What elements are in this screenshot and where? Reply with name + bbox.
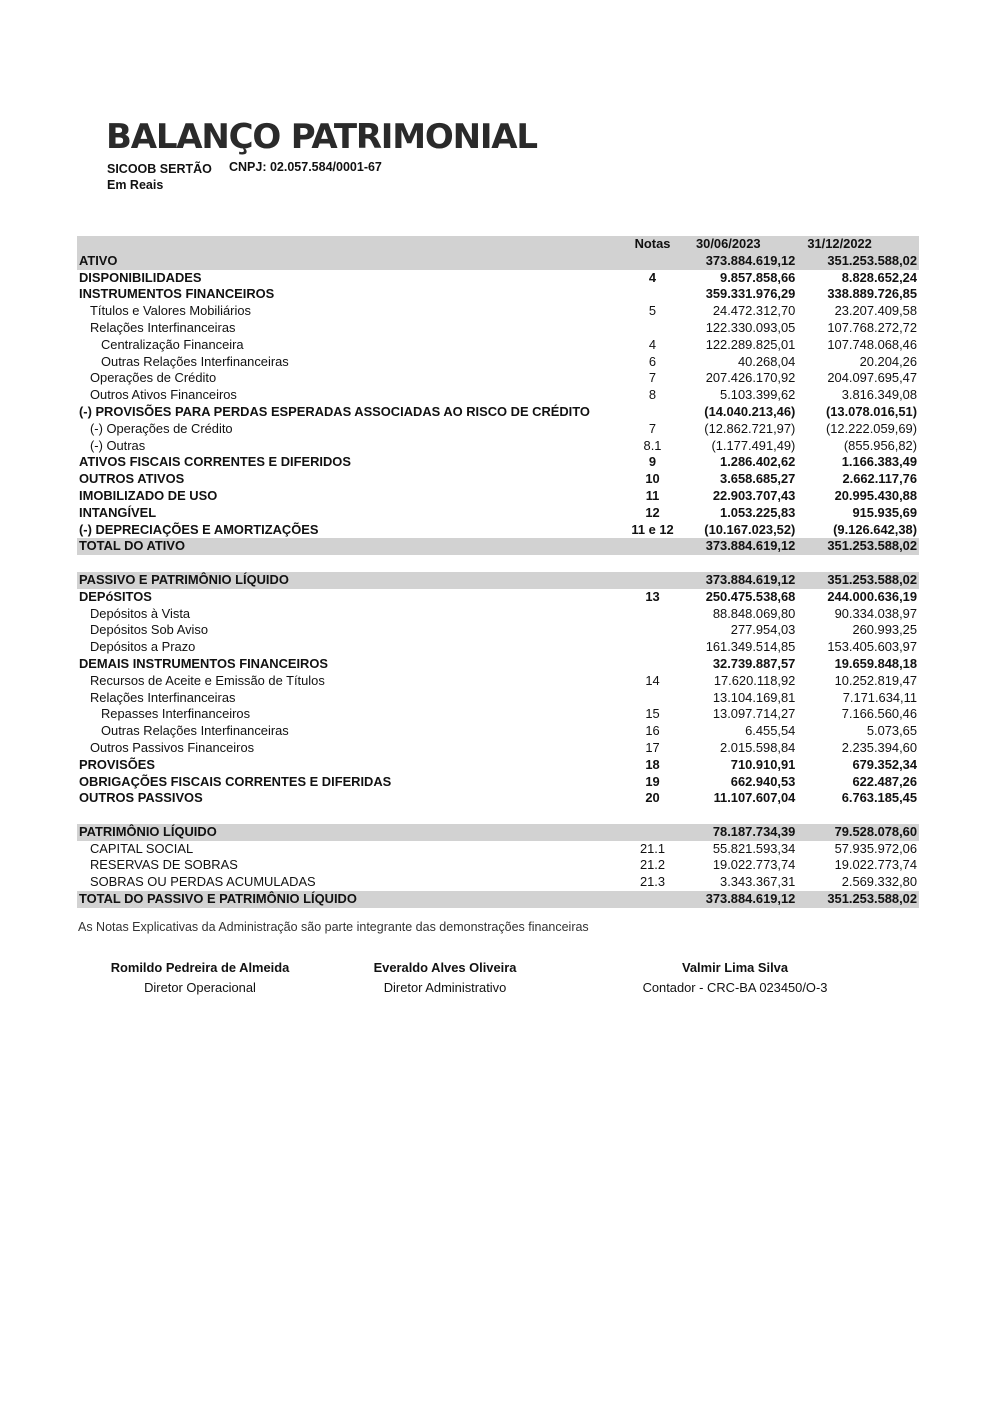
row-label: (-) Operações de Crédito (90, 420, 233, 436)
table-row (77, 656, 919, 673)
row-value-period-2: (12.222.059,69) (825, 420, 917, 436)
row-label: DEPóSITOS (79, 588, 152, 604)
table-row (77, 673, 919, 690)
row-label: RESERVAS DE SOBRAS (90, 857, 238, 873)
row-value-period-1: 5.103.399,62 (720, 387, 796, 403)
row-nota: 21.2 (639, 857, 666, 873)
row-value-period-1: 40.268,04 (737, 353, 796, 369)
table-row (77, 790, 919, 807)
row-value-period-2: 90.334.038,97 (834, 605, 917, 621)
row-nota: 15 (645, 706, 660, 722)
row-label: Relações Interfinanceiras (90, 689, 236, 705)
signer-name: Valmir Lima Silva (681, 960, 789, 975)
row-value-period-1: (1.177.491,49) (711, 437, 796, 453)
row-value-period-1: 17.620.118,92 (713, 672, 796, 688)
row-nota: 20 (645, 790, 660, 806)
row-label: ATIVOS FISCAIS CORRENTES E DIFERIDOS (79, 454, 351, 470)
row-label: Recursos de Aceite e Emissão de Títulos (90, 672, 325, 688)
row-label: SOBRAS OU PERDAS ACUMULADAS (90, 874, 316, 890)
row-value-period-2: 23.207.409,58 (834, 303, 917, 319)
row-label: OUTROS ATIVOS (79, 471, 185, 487)
row-label: Relações Interfinanceiras (90, 319, 236, 335)
row-label: Outras Relações Interfinanceiras (101, 723, 289, 739)
row-value-period-2: 10.252.819,47 (834, 672, 917, 688)
table-row (77, 253, 919, 270)
table-row (77, 488, 919, 505)
row-nota: 5 (648, 303, 657, 319)
row-nota (615, 656, 690, 673)
row-value-period-2: 351.253.588,02 (797, 253, 919, 270)
page-title: BALANÇO PATRIMONIAL (106, 117, 537, 157)
row-value-period-2: 204.097.695,47 (827, 370, 917, 386)
table-row (77, 874, 919, 891)
row-nota: 10 (645, 471, 660, 487)
row-label: TOTAL DO ATIVO (77, 538, 615, 555)
row-value-period-1: 3.343.367,31 (720, 874, 796, 890)
header-period-1: 30/06/2023 (690, 236, 797, 253)
row-value-period-1: 373.884.619,12 (690, 891, 797, 908)
table-row (77, 824, 919, 841)
footnote-text: As Notas Explicativas da Administração são parte integrante das demonstrações financeiras (78, 920, 589, 934)
table-row (77, 421, 919, 438)
table-row (77, 354, 919, 371)
row-value-period-2: 351.253.588,02 (797, 891, 919, 908)
row-value-period-1: 161.349.514,85 (705, 639, 796, 655)
row-value-period-1: 373.884.619,12 (690, 538, 797, 555)
row-nota: 21.1 (639, 840, 666, 856)
row-nota: 17 (645, 739, 660, 755)
table-row (77, 471, 919, 488)
row-value-period-2: 2.662.117,76 (842, 471, 917, 487)
table-row (77, 320, 919, 337)
table-row (77, 589, 919, 606)
table-row (77, 454, 919, 471)
row-value-period-1: 19.022.773,74 (712, 857, 796, 873)
row-value-period-1: 122.289.825,01 (705, 336, 796, 352)
row-value-period-1: 78.187.734,39 (690, 824, 797, 841)
table-row (77, 891, 919, 908)
row-nota (615, 824, 690, 841)
table-row (77, 370, 919, 387)
row-value-period-2: 679.352,34 (852, 756, 917, 772)
signer-role: Contador - CRC-BA 023450/O-3 (642, 980, 828, 995)
row-nota: 8 (648, 387, 657, 403)
row-value-period-2: 338.889.726,85 (827, 286, 917, 302)
table-row (77, 522, 919, 539)
row-value-period-2: 20.995.430,88 (834, 487, 917, 503)
row-value-period-2: 6.763.185,45 (841, 790, 917, 806)
row-value-period-2: 19.022.773,74 (834, 857, 917, 873)
row-value-period-1: 250.475.538,68 (705, 588, 796, 604)
row-nota (615, 639, 690, 656)
header-notas: Notas (615, 236, 690, 253)
row-value-period-1: 373.884.619,12 (690, 253, 797, 270)
table-row (77, 505, 919, 522)
row-label: (-) Outras (90, 437, 146, 453)
row-label: INSTRUMENTOS FINANCEIROS (79, 286, 275, 302)
row-label: Outros Ativos Financeiros (90, 387, 237, 403)
row-nota (615, 572, 690, 589)
row-value-period-2: 2.569.332,80 (841, 874, 917, 890)
row-label: Outros Passivos Financeiros (90, 739, 255, 755)
row-nota (615, 286, 690, 303)
row-nota: 12 (645, 504, 660, 520)
row-label: Outras Relações Interfinanceiras (101, 353, 289, 369)
row-value-period-2: (855.956,82) (843, 437, 917, 453)
row-label: OUTROS PASSIVOS (79, 790, 203, 806)
row-value-period-2: 153.405.603,97 (827, 639, 917, 655)
row-value-period-2: 7.166.560,46 (841, 706, 917, 722)
row-nota (615, 891, 690, 908)
row-label: PATRIMÔNIO LÍQUIDO (77, 824, 615, 841)
row-nota (615, 404, 690, 421)
row-nota: 7 (648, 420, 657, 436)
row-nota: 4 (648, 269, 657, 285)
row-value-period-2: 7.171.634,11 (842, 689, 917, 705)
row-label: Depósitos à Vista (90, 605, 191, 621)
row-value-period-2: 3.816.349,08 (841, 387, 917, 403)
row-value-period-2: 5.073,65 (866, 723, 917, 739)
row-label: Operações de Crédito (90, 370, 217, 386)
table-row (77, 857, 919, 874)
signature-block (100, 960, 300, 996)
row-label: DISPONIBILIDADES (79, 269, 202, 285)
row-value-period-1: 122.330.093,05 (705, 319, 796, 335)
row-nota: 21.3 (639, 874, 666, 890)
balance-sheet-table (77, 236, 919, 908)
row-value-period-1: 11.107.607,04 (713, 790, 796, 806)
row-value-period-2: 79.528.078,60 (797, 824, 919, 841)
table-row (77, 270, 919, 287)
row-value-period-2: (13.078.016,51) (825, 403, 917, 419)
table-row (77, 572, 919, 589)
row-nota (615, 622, 690, 639)
company-name: SICOOB SERTÃO (107, 162, 212, 176)
row-value-period-1: 88.848.069,80 (712, 605, 796, 621)
row-value-period-1: 710.910,91 (730, 756, 796, 772)
row-value-period-2: 107.748.068,46 (827, 336, 917, 352)
table-row (77, 740, 919, 757)
row-value-period-1: 1.053.225,83 (720, 504, 796, 520)
row-value-period-1: 9.857.858,66 (720, 269, 796, 285)
row-label: OBRIGAÇÕES FISCAIS CORRENTES E DIFERIDAS (79, 773, 392, 789)
row-value-period-2: 1.166.383,49 (841, 454, 917, 470)
row-value-period-1: 662.940,53 (730, 773, 796, 789)
row-value-period-1: 13.104.169,81 (712, 689, 796, 705)
row-label: PASSIVO E PATRIMÔNIO LÍQUIDO (77, 572, 615, 589)
row-label: DEMAIS INSTRUMENTOS FINANCEIROS (79, 655, 328, 671)
row-value-period-2: 260.993,25 (852, 622, 917, 638)
row-nota: 19 (645, 773, 660, 789)
table-row (77, 404, 919, 421)
row-value-period-2: 20.204,26 (859, 353, 917, 369)
row-label: Depósitos a Prazo (90, 639, 196, 655)
row-value-period-1: 2.015.598,84 (720, 739, 796, 755)
spacer-row (77, 555, 919, 572)
row-label: Repasses Interfinanceiros (101, 706, 251, 722)
row-label: TOTAL DO PASSIVO E PATRIMÔNIO LÍQUIDO (77, 891, 615, 908)
row-value-period-1: 207.426.170,92 (705, 370, 796, 386)
signer-role: Diretor Operacional (144, 980, 256, 995)
table-row (77, 706, 919, 723)
table-row (77, 639, 919, 656)
signer-name: Romildo Pedreira de Almeida (110, 960, 290, 975)
header-period-2: 31/12/2022 (797, 236, 919, 253)
row-label: IMOBILIZADO DE USO (79, 487, 218, 503)
table-row (77, 757, 919, 774)
table-row (77, 622, 919, 639)
row-label: INTANGÍVEL (79, 504, 157, 520)
row-value-period-2: 351.253.588,02 (797, 572, 919, 589)
footnote (78, 918, 638, 942)
table-row (77, 438, 919, 455)
row-value-period-2: 622.487,26 (852, 773, 917, 789)
row-label: (-) DEPRECIAÇÕES E AMORTIZAÇÕES (79, 521, 319, 537)
row-nota: 4 (648, 336, 657, 352)
row-value-period-1: (10.167.023,52) (704, 521, 796, 537)
table-row (77, 723, 919, 740)
row-value-period-2: 351.253.588,02 (797, 538, 919, 555)
table-row (77, 690, 919, 707)
table-row (77, 387, 919, 404)
table-row (77, 841, 919, 858)
row-label: Depósitos Sob Aviso (90, 622, 208, 638)
table-row (77, 337, 919, 354)
row-nota: 16 (645, 723, 660, 739)
row-value-period-1: 22.903.707,43 (712, 487, 796, 503)
row-nota: 14 (645, 672, 660, 688)
row-value-period-2: (9.126.642,38) (833, 521, 917, 537)
row-value-period-2: 2.235.394,60 (841, 739, 917, 755)
row-value-period-2: 915.935,69 (852, 504, 917, 520)
table-header-row (77, 236, 919, 253)
row-nota: 18 (645, 756, 660, 772)
row-nota: 11 e 12 (631, 521, 674, 537)
row-value-period-2: 244.000.636,19 (827, 588, 917, 604)
spacer-row (77, 807, 919, 824)
row-value-period-2: 107.768.272,72 (827, 319, 917, 335)
row-nota: 6 (648, 353, 657, 369)
signature-block (360, 960, 530, 996)
row-nota: 7 (648, 370, 657, 386)
row-nota (615, 320, 690, 337)
row-value-period-1: 359.331.976,29 (705, 286, 796, 302)
row-value-period-2: 8.828.652,24 (841, 269, 917, 285)
header-label-cell (77, 236, 615, 253)
row-value-period-1: 277.954,03 (730, 622, 796, 638)
signer-role: Diretor Administrativo (383, 980, 507, 995)
row-nota (615, 606, 690, 623)
table-row (77, 606, 919, 623)
row-label: PROVISÕES (79, 756, 155, 772)
signature-block (630, 960, 840, 996)
table-row (77, 286, 919, 303)
row-nota: 13 (645, 588, 660, 604)
row-label: CAPITAL SOCIAL (90, 840, 194, 856)
row-value-period-1: 373.884.619,12 (690, 572, 797, 589)
row-nota: 8.1 (643, 437, 662, 453)
row-label: ATIVO (77, 253, 615, 270)
row-value-period-1: 32.739.887,57 (712, 655, 796, 671)
row-label: (-) PROVISÕES PARA PERDAS ESPERADAS ASSOCIADAS AO RISCO DE CRÉDITO (79, 403, 590, 419)
row-nota (615, 538, 690, 555)
row-value-period-1: 55.821.593,34 (712, 840, 796, 856)
row-nota (615, 690, 690, 707)
row-value-period-2: 57.935.972,06 (834, 840, 917, 856)
row-value-period-1: 3.658.685,27 (720, 471, 796, 487)
row-nota: 11 (645, 487, 660, 503)
company-cnpj: CNPJ: 02.057.584/0001-67 (229, 160, 382, 174)
row-value-period-1: 6.455,54 (745, 723, 796, 739)
table-row (77, 538, 919, 555)
row-value-period-1: (14.040.213,46) (704, 403, 796, 419)
row-value-period-1: 13.097.714,27 (712, 706, 796, 722)
row-value-period-2: 19.659.848,18 (834, 655, 917, 671)
row-label: Títulos e Valores Mobiliários (90, 303, 251, 319)
currency-note: Em Reais (107, 178, 164, 192)
row-label: Centralização Financeira (101, 336, 244, 352)
table-row (77, 774, 919, 791)
row-nota: 9 (648, 454, 657, 470)
row-value-period-1: 24.472.312,70 (712, 303, 796, 319)
row-value-period-1: 1.286.402,62 (720, 454, 796, 470)
signer-name: Everaldo Alves Oliveira (373, 960, 517, 975)
table-row (77, 303, 919, 320)
row-nota (615, 253, 690, 270)
row-value-period-1: (12.862.721,97) (704, 420, 796, 436)
